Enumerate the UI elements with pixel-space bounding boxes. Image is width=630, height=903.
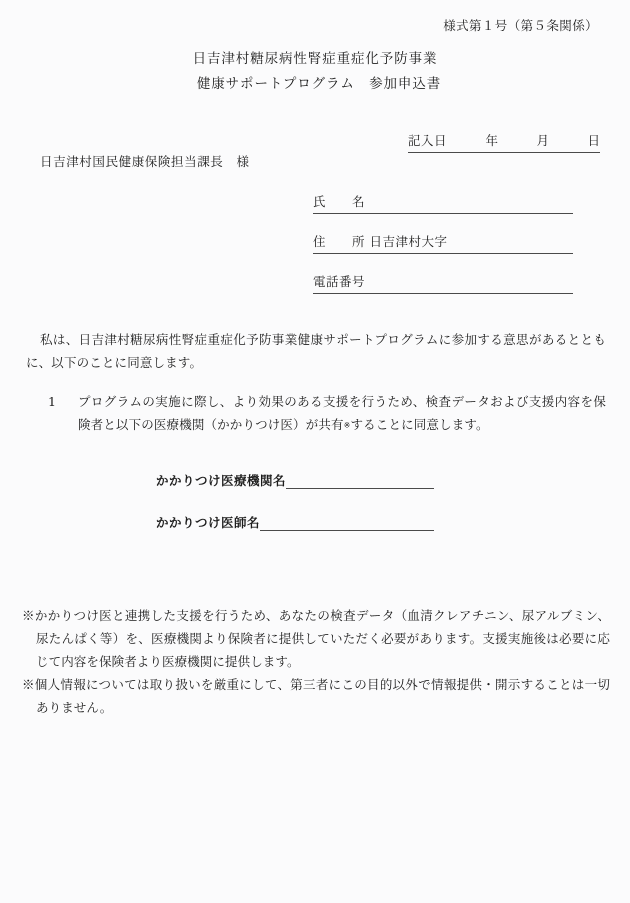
consent-item-text-before-mark: プログラムの実施に際し、より効果のある支援を行うため、検査データおよび支援内容を保険者と以下の医療機関（かかりつけ医）が共有	[78, 394, 606, 432]
clinic-name-label: かかりつけ医療機関名	[156, 473, 287, 488]
title-line-1: 日吉津村糖尿病性腎症重症化予防事業	[192, 51, 438, 67]
form-number: 様式第１号（第５条関係）	[443, 18, 598, 33]
consent-item-number: 1	[48, 394, 57, 409]
applicant-phone-field[interactable]	[313, 272, 573, 294]
applicant-phone-label: 電話番号	[313, 274, 366, 289]
applicant-address-prefix: 日吉津村大字	[369, 234, 448, 249]
document-title	[0, 47, 630, 97]
entry-date-year-unit: 年	[485, 133, 498, 148]
doctor-name-field[interactable]	[156, 513, 434, 531]
applicant-address-field[interactable]	[313, 232, 573, 254]
consent-item-text	[78, 390, 606, 436]
applicant-name-label: 氏 名	[313, 194, 366, 209]
title-line-2: 健康サポートプログラム 参加申込書	[196, 76, 442, 92]
clinic-name-field[interactable]	[156, 471, 434, 489]
consent-intro-paragraph: 私は、日吉津村糖尿病性腎症重症化予防事業健康サポートプログラムに参加する意思があるとともに、以下のことに同意します。	[26, 332, 606, 370]
applicant-address-label: 住 所	[313, 234, 366, 249]
reference-mark-icon: ※	[343, 421, 351, 430]
entry-date-day-unit: 日	[587, 133, 600, 148]
doctor-name-label: かかりつけ医師名	[156, 515, 261, 530]
addressee-line: 日吉津村国民健康保険担当課長 様	[40, 154, 250, 169]
entry-date-label: 記入日	[408, 133, 448, 148]
doctor-name-blank[interactable]	[260, 515, 434, 531]
entry-date-month-unit: 月	[536, 133, 549, 148]
consent-item-1	[48, 390, 606, 436]
applicant-name-field[interactable]	[313, 192, 573, 214]
clinic-name-blank[interactable]	[286, 473, 434, 489]
footnote-item: ※個人情報については取り扱いを厳重にして、第三者にこの目的以外で情報提供・開示することは一切ありません。	[22, 676, 610, 715]
footnotes	[22, 591, 610, 719]
entry-date-field[interactable]	[408, 131, 600, 153]
consent-item-text-after-mark: することに同意します。	[350, 417, 489, 432]
footnote-item: ※かかりつけ医と連携した支援を行うため、あなたの検査データ（血清クレアチニン、尿アルブミン、尿たんぱく等）を、医療機関より保険者に提供していただく必要があります。支援実施後は必要に応じて内容を保険者より医療機関に提供します。	[22, 607, 610, 669]
